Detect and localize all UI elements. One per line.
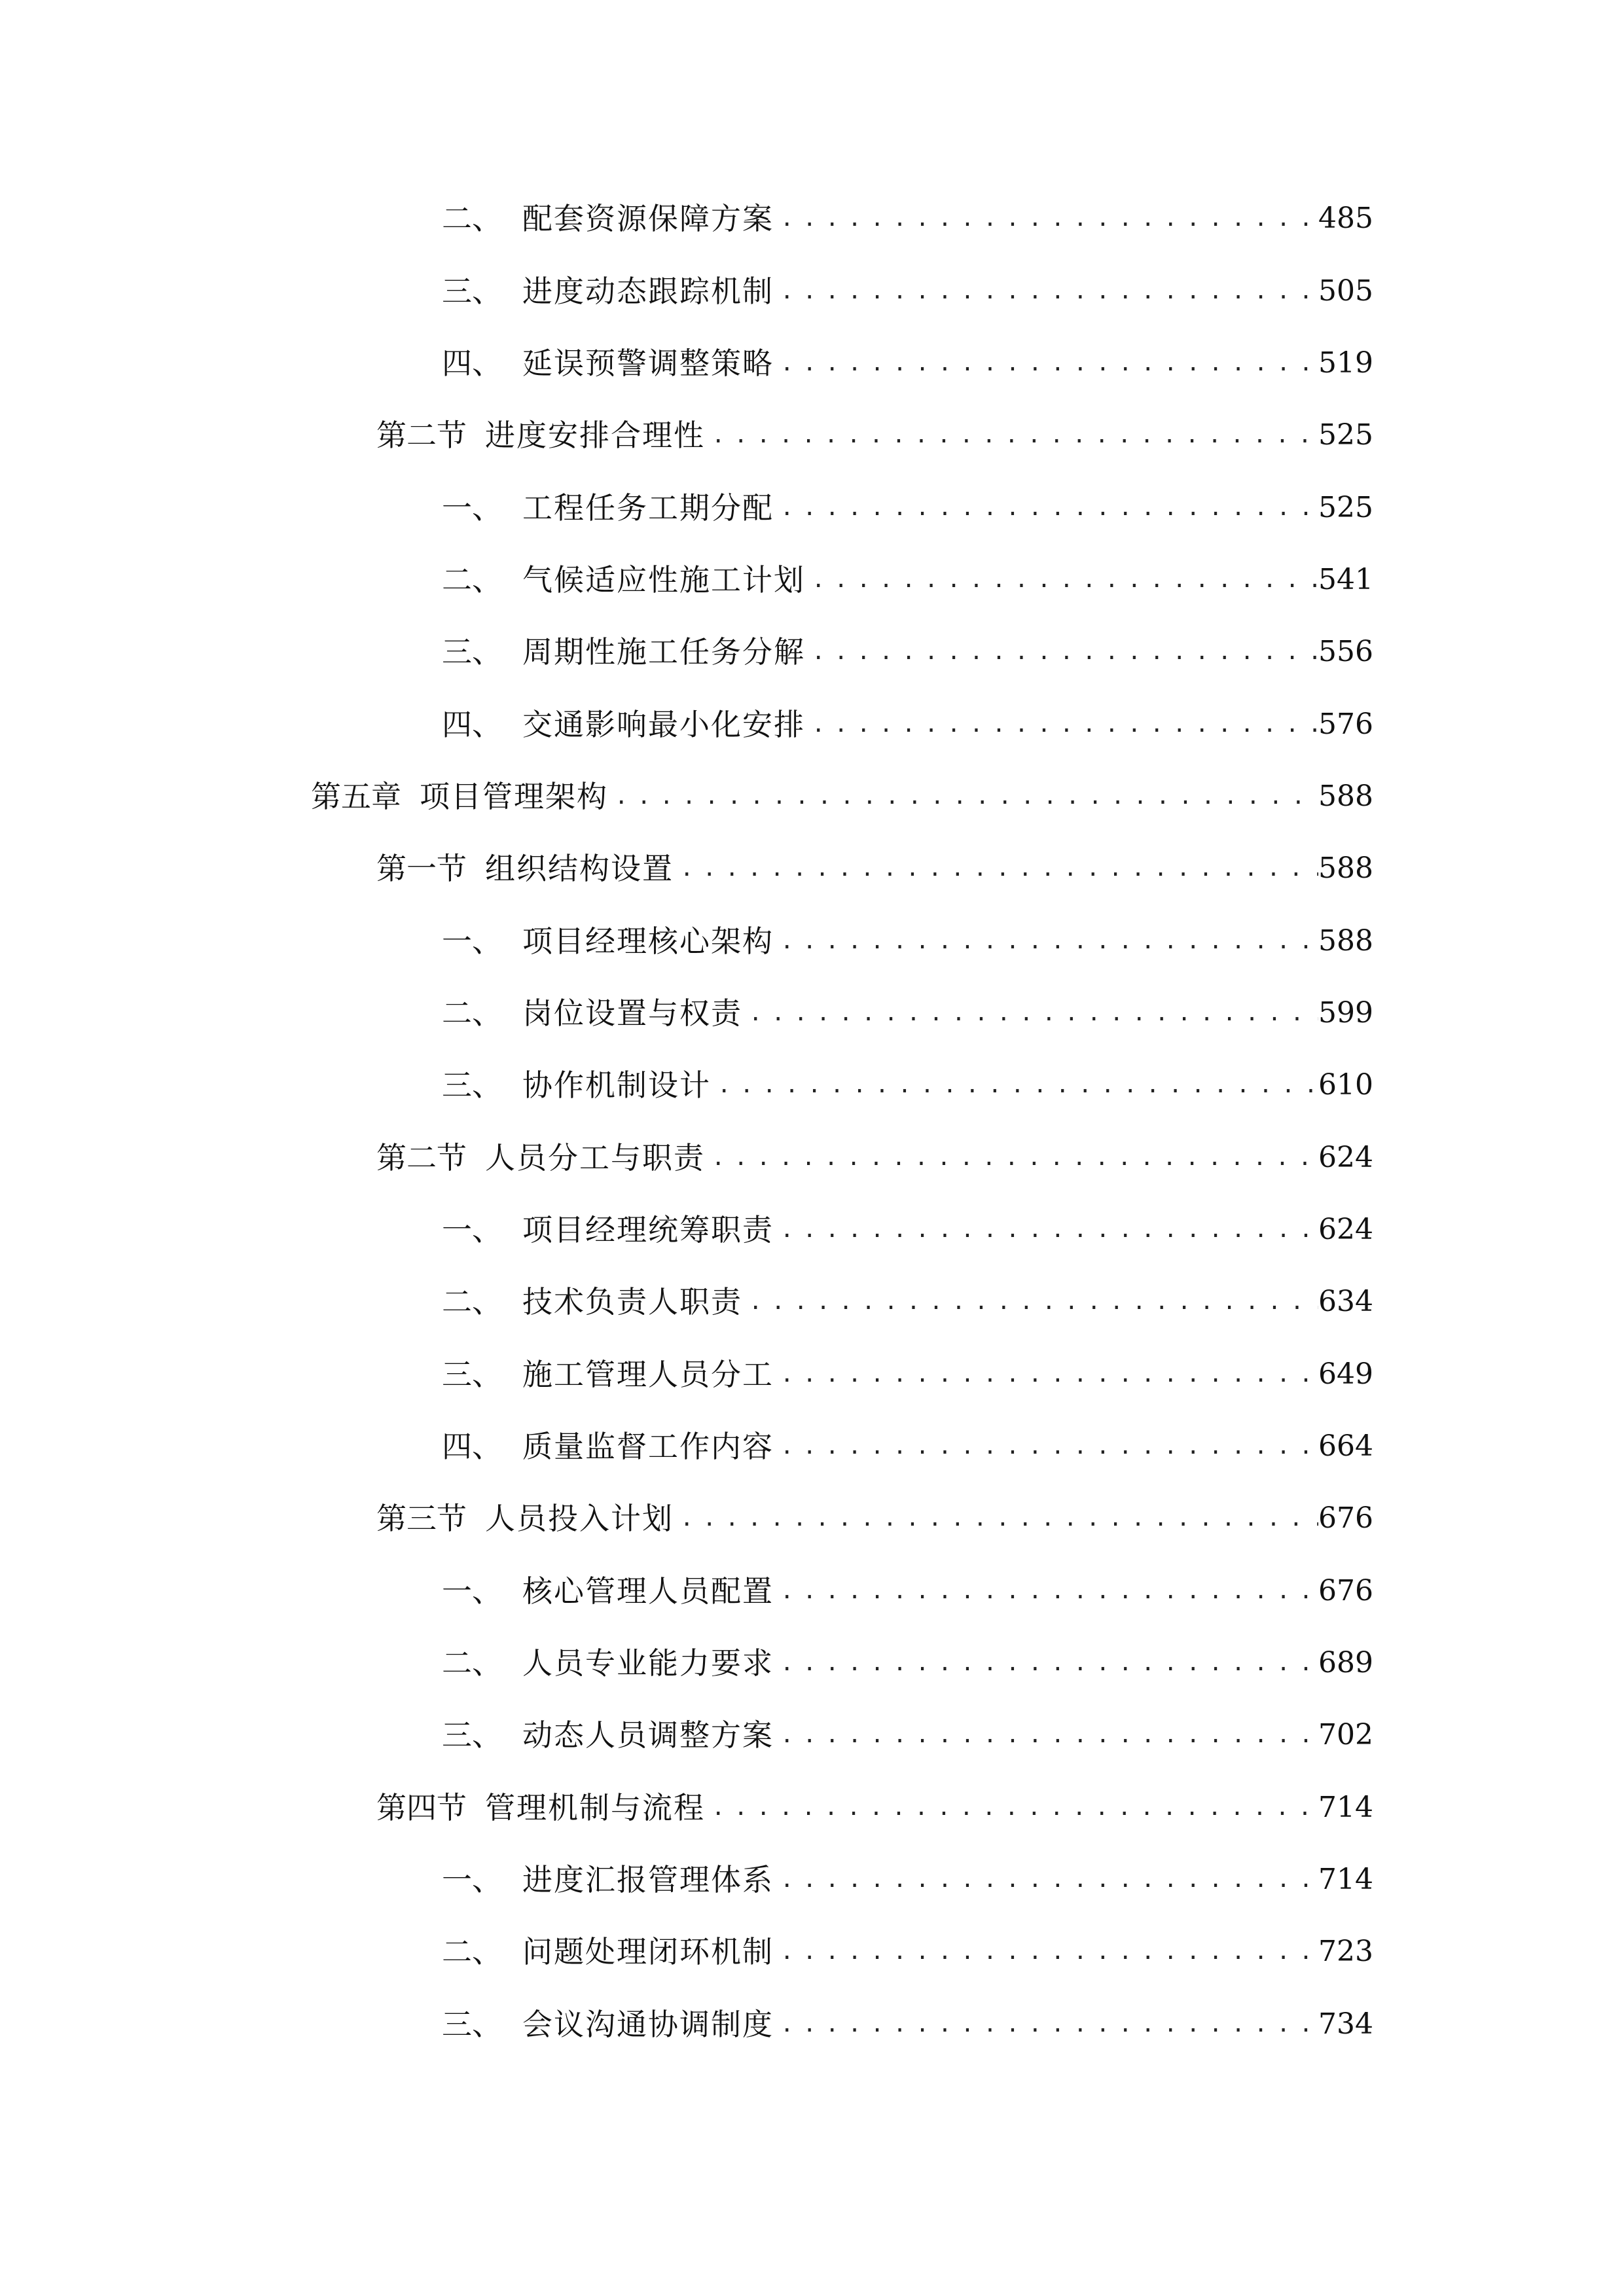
- toc-entry-number: 二、: [442, 1934, 502, 1969]
- toc-entry-number: 四、: [442, 346, 502, 381]
- toc-entry-number: 三、: [442, 274, 502, 309]
- toc-entry-number: 第三节: [376, 1501, 467, 1536]
- toc-entry[interactable]: [376, 846, 1371, 891]
- toc-entry-title: 质量监督工作内容: [522, 1429, 774, 1464]
- toc-entry-title: 动态人员调整方案: [522, 1717, 774, 1753]
- dot-leader: [705, 1135, 1318, 1181]
- toc-entry-page: 714: [1318, 1863, 1373, 1896]
- dot-leader: [774, 1929, 1318, 1975]
- toc-entry[interactable]: [442, 196, 1371, 242]
- toc-entry-title: 人员投入计划: [485, 1501, 674, 1536]
- dot-leader: [705, 1785, 1318, 1831]
- toc-entry-page: 556: [1318, 635, 1373, 668]
- dot-leader: [711, 1062, 1318, 1108]
- toc-entry-page: 519: [1318, 346, 1373, 380]
- dot-leader: [742, 1279, 1318, 1325]
- toc-entry-number: 一、: [442, 1212, 502, 1247]
- toc-entry-page: 599: [1318, 996, 1373, 1030]
- toc-entry-number: 二、: [442, 1645, 502, 1681]
- toc-entry-page: 485: [1318, 202, 1373, 235]
- toc-entry-number: 三、: [442, 634, 502, 670]
- toc-entry[interactable]: [442, 990, 1371, 1036]
- dot-leader: [705, 412, 1318, 458]
- toc-entry-title: 岗位设置与权责: [522, 996, 742, 1031]
- toc-entry-number: 三、: [442, 2007, 502, 2042]
- toc-entry-title: 问题处理闭环机制: [522, 1934, 774, 1969]
- dot-leader: [774, 1424, 1318, 1469]
- toc-entry[interactable]: [442, 268, 1371, 314]
- toc-entry-page: 676: [1318, 1501, 1373, 1535]
- toc-entry-title: 进度安排合理性: [485, 418, 705, 453]
- dot-leader: [608, 774, 1318, 819]
- dot-leader: [774, 196, 1318, 242]
- dot-leader: [742, 990, 1318, 1036]
- toc-entry[interactable]: [376, 1496, 1371, 1541]
- toc-entry-title: 会议沟通协调制度: [522, 2007, 774, 2042]
- toc-entry-page: 525: [1318, 491, 1373, 524]
- toc-entry-page: 702: [1318, 1718, 1373, 1751]
- toc-entry-number: 三、: [442, 1067, 502, 1103]
- toc-entry-page: 664: [1318, 1429, 1373, 1463]
- toc-entry-title: 协作机制设计: [522, 1067, 711, 1103]
- dot-leader: [774, 1640, 1318, 1686]
- toc-entry[interactable]: [442, 1568, 1371, 1614]
- dot-leader: [774, 918, 1318, 964]
- toc-entry-page: 624: [1318, 1213, 1373, 1246]
- toc-entry-number: 第四节: [376, 1790, 467, 1825]
- toc-entry-page: 734: [1318, 2007, 1373, 2041]
- dot-leader: [805, 702, 1318, 747]
- toc-entry-page: 634: [1318, 1285, 1373, 1318]
- toc-entry[interactable]: [442, 1640, 1371, 1686]
- toc-entry[interactable]: [442, 340, 1371, 386]
- toc-entry-title: 人员专业能力要求: [522, 1645, 774, 1681]
- toc-entry-title: 配套资源保障方案: [522, 201, 774, 236]
- toc-entry-page: 525: [1318, 418, 1373, 452]
- toc-entry-number: 三、: [442, 1357, 502, 1392]
- toc-entry-title: 进度汇报管理体系: [522, 1862, 774, 1897]
- dot-leader: [774, 485, 1318, 531]
- toc-entry[interactable]: [442, 1424, 1371, 1469]
- toc-entry-number: 二、: [442, 201, 502, 236]
- toc-entry-number: 第二节: [376, 1140, 467, 1175]
- toc-entry-title: 施工管理人员分工: [522, 1357, 774, 1392]
- toc-entry[interactable]: [442, 2001, 1371, 2047]
- toc-entry[interactable]: [442, 1207, 1371, 1253]
- toc-entry[interactable]: [442, 485, 1371, 531]
- toc-entry[interactable]: [442, 918, 1371, 964]
- toc-entry[interactable]: [442, 1279, 1371, 1325]
- toc-entry-page: 505: [1318, 274, 1373, 308]
- toc-entry[interactable]: [442, 557, 1371, 603]
- toc-entry-page: 649: [1318, 1357, 1373, 1391]
- toc-entry-title: 周期性施工任务分解: [522, 634, 805, 670]
- toc-entry-number: 二、: [442, 996, 502, 1031]
- toc-entry[interactable]: [376, 1785, 1371, 1831]
- toc-entry-number: 第二节: [376, 418, 467, 453]
- toc-entry[interactable]: [442, 1712, 1371, 1758]
- toc-entry[interactable]: [442, 1857, 1371, 1903]
- toc-entry-page: 588: [1318, 780, 1373, 813]
- toc-entry[interactable]: [442, 1352, 1371, 1397]
- toc-entry-title: 核心管理人员配置: [522, 1573, 774, 1609]
- toc-entry-title: 项目管理架构: [420, 779, 608, 814]
- toc-entry-page: 576: [1318, 708, 1373, 741]
- toc-entry[interactable]: [442, 629, 1371, 675]
- toc-entry-number: 第五章: [311, 779, 401, 814]
- toc-entry-page: 676: [1318, 1574, 1373, 1607]
- toc-entry-page: 624: [1318, 1141, 1373, 1174]
- toc-entry-title: 管理机制与流程: [485, 1790, 705, 1825]
- toc-entry-page: 714: [1318, 1791, 1373, 1824]
- dot-leader: [774, 1352, 1318, 1397]
- toc-entry-page: 610: [1318, 1068, 1373, 1102]
- toc-entry-page: 541: [1318, 563, 1373, 596]
- toc-entry[interactable]: [442, 1062, 1371, 1108]
- toc-entry-number: 四、: [442, 707, 502, 742]
- toc-entry-page: 723: [1318, 1935, 1373, 1968]
- dot-leader: [774, 2001, 1318, 2047]
- dot-leader: [774, 340, 1318, 386]
- toc-entry-title: 交通影响最小化安排: [522, 707, 805, 742]
- toc-entry-page: 689: [1318, 1646, 1373, 1679]
- toc-entry-title: 气候适应性施工计划: [522, 562, 805, 598]
- toc-entry[interactable]: [376, 412, 1371, 458]
- dot-leader: [674, 846, 1318, 891]
- toc-entry-title: 工程任务工期分配: [522, 490, 774, 526]
- toc-entry-title: 项目经理统筹职责: [522, 1212, 774, 1247]
- dot-leader: [774, 1857, 1318, 1903]
- toc-entry[interactable]: [376, 1135, 1371, 1181]
- toc-entry-title: 延误预警调整策略: [522, 346, 774, 381]
- dot-leader: [774, 1568, 1318, 1614]
- toc-entry-title: 组织结构设置: [485, 851, 674, 886]
- dot-leader: [805, 629, 1318, 675]
- toc-entry-number: 一、: [442, 1573, 502, 1609]
- toc-entry-title: 进度动态跟踪机制: [522, 274, 774, 309]
- toc-entry-number: 一、: [442, 924, 502, 959]
- toc-entry-number: 一、: [442, 1862, 502, 1897]
- toc-entry-page: 588: [1318, 852, 1373, 885]
- dot-leader: [805, 557, 1318, 603]
- dot-leader: [774, 1712, 1318, 1758]
- toc-entry-title: 人员分工与职责: [485, 1140, 705, 1175]
- toc-entry-number: 三、: [442, 1717, 502, 1753]
- toc-entry[interactable]: [311, 774, 1371, 819]
- toc-entry[interactable]: [442, 702, 1371, 747]
- toc-entry-number: 二、: [442, 562, 502, 598]
- toc-entry-title: 项目经理核心架构: [522, 924, 774, 959]
- toc-entry-page: 588: [1318, 924, 1373, 958]
- dot-leader: [774, 268, 1318, 314]
- dot-leader: [774, 1207, 1318, 1253]
- toc-entry-title: 技术负责人职责: [522, 1284, 742, 1319]
- toc-entry-number: 第一节: [376, 851, 467, 886]
- toc-entry-number: 一、: [442, 490, 502, 526]
- dot-leader: [674, 1496, 1318, 1541]
- toc-entry-number: 二、: [442, 1284, 502, 1319]
- toc-entry[interactable]: [442, 1929, 1371, 1975]
- toc-entry-number: 四、: [442, 1429, 502, 1464]
